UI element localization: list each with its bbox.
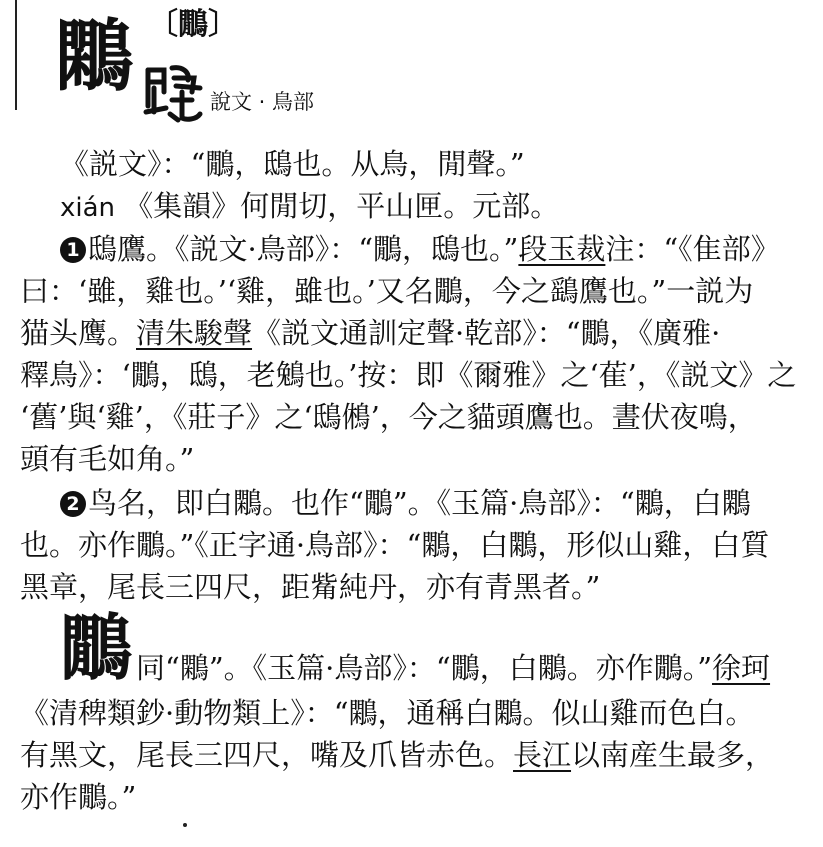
entry2-text: 有黑文，尾長三四尺，嘴及爪皆赤色。 bbox=[20, 738, 514, 772]
sense-line: 頭有毛如角。” bbox=[20, 442, 195, 476]
underlined-name: 清朱駿聲 bbox=[136, 316, 253, 350]
entry2-line bbox=[136, 650, 770, 686]
headword: 鷴 bbox=[55, 11, 132, 102]
underlined-name: 徐珂 bbox=[712, 651, 771, 685]
underlined-name: 長江 bbox=[513, 738, 572, 772]
shuowen-quote: 《説文》：“鷳，鴟也。从鳥，閒聲。” bbox=[60, 147, 525, 181]
sense-line: 黑章，尾長三四尺，距觜純丹，亦有青黑者。” bbox=[20, 570, 601, 604]
sense-number-badge: 2 bbox=[60, 491, 86, 517]
headword-2: 鷳 bbox=[60, 605, 131, 690]
pronunciation-detail: 《集韻》何閒切，平山匣。元部。 bbox=[124, 189, 560, 223]
entry2-text: 以南産生最多， bbox=[571, 738, 775, 772]
sense-text: 猫头鹰。 bbox=[20, 316, 137, 350]
entry2-line: 《清稗類鈔·動物類上》：“鷴，通稱白鷴。似山雞而色白。 bbox=[20, 696, 755, 730]
sense-line: ‘舊’與‘雞’，《莊子》之‘鴟鵂’，今之貓頭鷹也。晝伏夜鳴， bbox=[20, 400, 757, 434]
sense-line bbox=[60, 485, 751, 521]
variant-form: 〔鷳〕 bbox=[148, 7, 238, 42]
margin-rule bbox=[15, 0, 17, 110]
sense-line bbox=[20, 315, 720, 351]
sense-text: 《説文通訓定聲·乾部》：“鷳，《廣雅· bbox=[252, 316, 721, 350]
underlined-name: 段玉裁 bbox=[518, 232, 606, 266]
sense-line: 也。亦作鷳。”《正字通·鳥部》：“鷴，白鷴，形似山雞，白質 bbox=[20, 528, 770, 562]
scan-speck bbox=[183, 823, 187, 827]
seal-script-glyph bbox=[142, 62, 204, 124]
sense-text: 鴟鷹。《説文·鳥部》：“鷳，鴟也。” bbox=[88, 232, 519, 266]
sense-line bbox=[60, 231, 780, 267]
pronunciation-line bbox=[60, 188, 559, 225]
pinyin: xián bbox=[60, 193, 116, 223]
sense-number-badge: 1 bbox=[60, 237, 86, 263]
sense-line: 曰：‘雖，雞也。’‘雞，雖也。’又名鷳，今之鷂鷹也。”一説为 bbox=[20, 274, 754, 308]
sense-text: 注：“《隹部》 bbox=[605, 232, 780, 266]
entry2-text: 同“鷴”。《玉篇·鳥部》：“鷳，白鷴。亦作鷳。” bbox=[136, 651, 713, 685]
entry2-line bbox=[20, 737, 774, 773]
seal-source-label: 說文 · 鳥部 bbox=[210, 90, 315, 114]
entry2-line: 亦作鷳。” bbox=[20, 780, 137, 814]
sense-text: 鸟名，即白鷴。也作“鷳”。《玉篇·鳥部》：“鷴，白鷴 bbox=[88, 486, 751, 520]
sense-line: 釋鳥》：‘鷳，鴟，老鵵也。’按：即《爾雅》之‘萑’，《説文》之 bbox=[20, 358, 797, 392]
